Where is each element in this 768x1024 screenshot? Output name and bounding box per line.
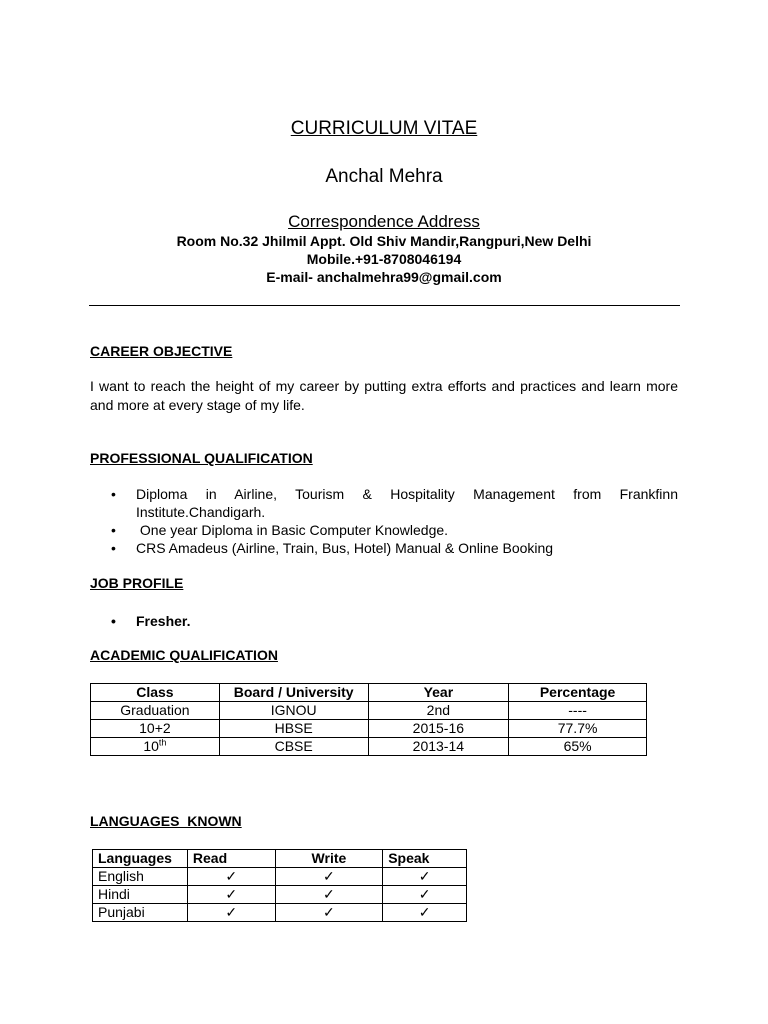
table-cell	[91, 738, 220, 756]
list-item-text: Diploma in Airline, Tourism & Hospitality Management from Frankfinn Institute.Chandigarh.	[136, 486, 678, 520]
list-item	[90, 485, 678, 521]
list-item	[90, 612, 678, 630]
table-cell: 2013-14	[368, 738, 509, 756]
table-cell: ----	[509, 702, 647, 720]
list-item-text: Fresher.	[136, 613, 191, 629]
check-icon: ✓	[187, 868, 275, 886]
address-heading: Correspondence Address	[288, 212, 480, 231]
mobile-line: Mobile.+91-8708046194	[306, 251, 462, 267]
professional-qualification-list	[90, 485, 678, 557]
list-item	[90, 521, 678, 539]
academic-qualification-table	[90, 683, 647, 756]
email-line: E-mail- anchalmehra99@gmail.com	[266, 269, 502, 285]
job-profile-heading: JOB PROFILE	[90, 575, 184, 591]
superscript: th	[158, 737, 167, 748]
academic-qualification-heading: ACADEMIC QUALIFICATION	[90, 647, 278, 663]
table-header-row	[93, 850, 467, 868]
professional-qualification-heading: PROFESSIONAL QUALIFICATION	[90, 450, 313, 466]
table-cell: IGNOU	[219, 702, 368, 720]
bullet-icon: •	[111, 486, 116, 502]
table-row	[93, 904, 467, 922]
check-icon: ✓	[383, 904, 467, 922]
candidate-name: Anchal Mehra	[325, 166, 443, 187]
check-icon: ✓	[383, 886, 467, 904]
table-cell: 77.7%	[509, 720, 647, 738]
table-cell: Graduation	[91, 702, 220, 720]
check-icon: ✓	[187, 886, 275, 904]
check-icon: ✓	[275, 868, 383, 886]
column-header: Write	[275, 850, 383, 868]
bullet-icon: •	[111, 522, 116, 538]
list-item-text: One year Diploma in Basic Computer Knowledge.	[136, 522, 449, 538]
check-icon: ✓	[383, 868, 467, 886]
cv-title: CURRICULUM VITAE	[290, 118, 478, 139]
career-objective-heading: CAREER OBJECTIVE	[90, 343, 233, 359]
table-cell: CBSE	[219, 738, 368, 756]
table-row	[91, 702, 647, 720]
column-header: Read	[187, 850, 275, 868]
table-cell: 10+2	[91, 720, 220, 738]
languages-known-heading: LANGUAGES KNOWN	[90, 813, 242, 829]
language-name: Hindi	[93, 886, 188, 904]
table-header-row	[91, 684, 647, 702]
column-header: Class	[91, 684, 220, 702]
column-header: Speak	[383, 850, 467, 868]
career-objective-text: I want to reach the height of my career by putting extra efforts and practices and learn more and more at every stage of my life.	[90, 378, 678, 413]
job-profile-list	[90, 612, 678, 630]
language-name: English	[93, 868, 188, 886]
table-row	[93, 868, 467, 886]
list-item	[90, 539, 678, 557]
column-header: Board / University	[219, 684, 368, 702]
column-header: Languages	[93, 850, 188, 868]
list-item-text: CRS Amadeus (Airline, Train, Bus, Hotel) Manual & Online Booking	[136, 540, 554, 556]
table-cell: 2nd	[368, 702, 509, 720]
table-cell: 2015-16	[368, 720, 509, 738]
table-row	[93, 886, 467, 904]
language-name: Punjabi	[93, 904, 188, 922]
table-cell: 65%	[509, 738, 647, 756]
class-value: 10	[143, 738, 159, 754]
check-icon: ✓	[187, 904, 275, 922]
table-row	[91, 720, 647, 738]
column-header: Year	[368, 684, 509, 702]
check-icon: ✓	[275, 886, 383, 904]
address-line: Room No.32 Jhilmil Appt. Old Shiv Mandir,Rangpuri,New Delhi	[176, 233, 592, 249]
languages-table	[92, 849, 467, 922]
check-icon: ✓	[275, 904, 383, 922]
table-row	[91, 738, 647, 756]
column-header: Percentage	[509, 684, 647, 702]
bullet-icon: •	[111, 613, 116, 629]
table-cell: HBSE	[219, 720, 368, 738]
bullet-icon: •	[111, 540, 116, 556]
header-divider	[89, 305, 680, 306]
